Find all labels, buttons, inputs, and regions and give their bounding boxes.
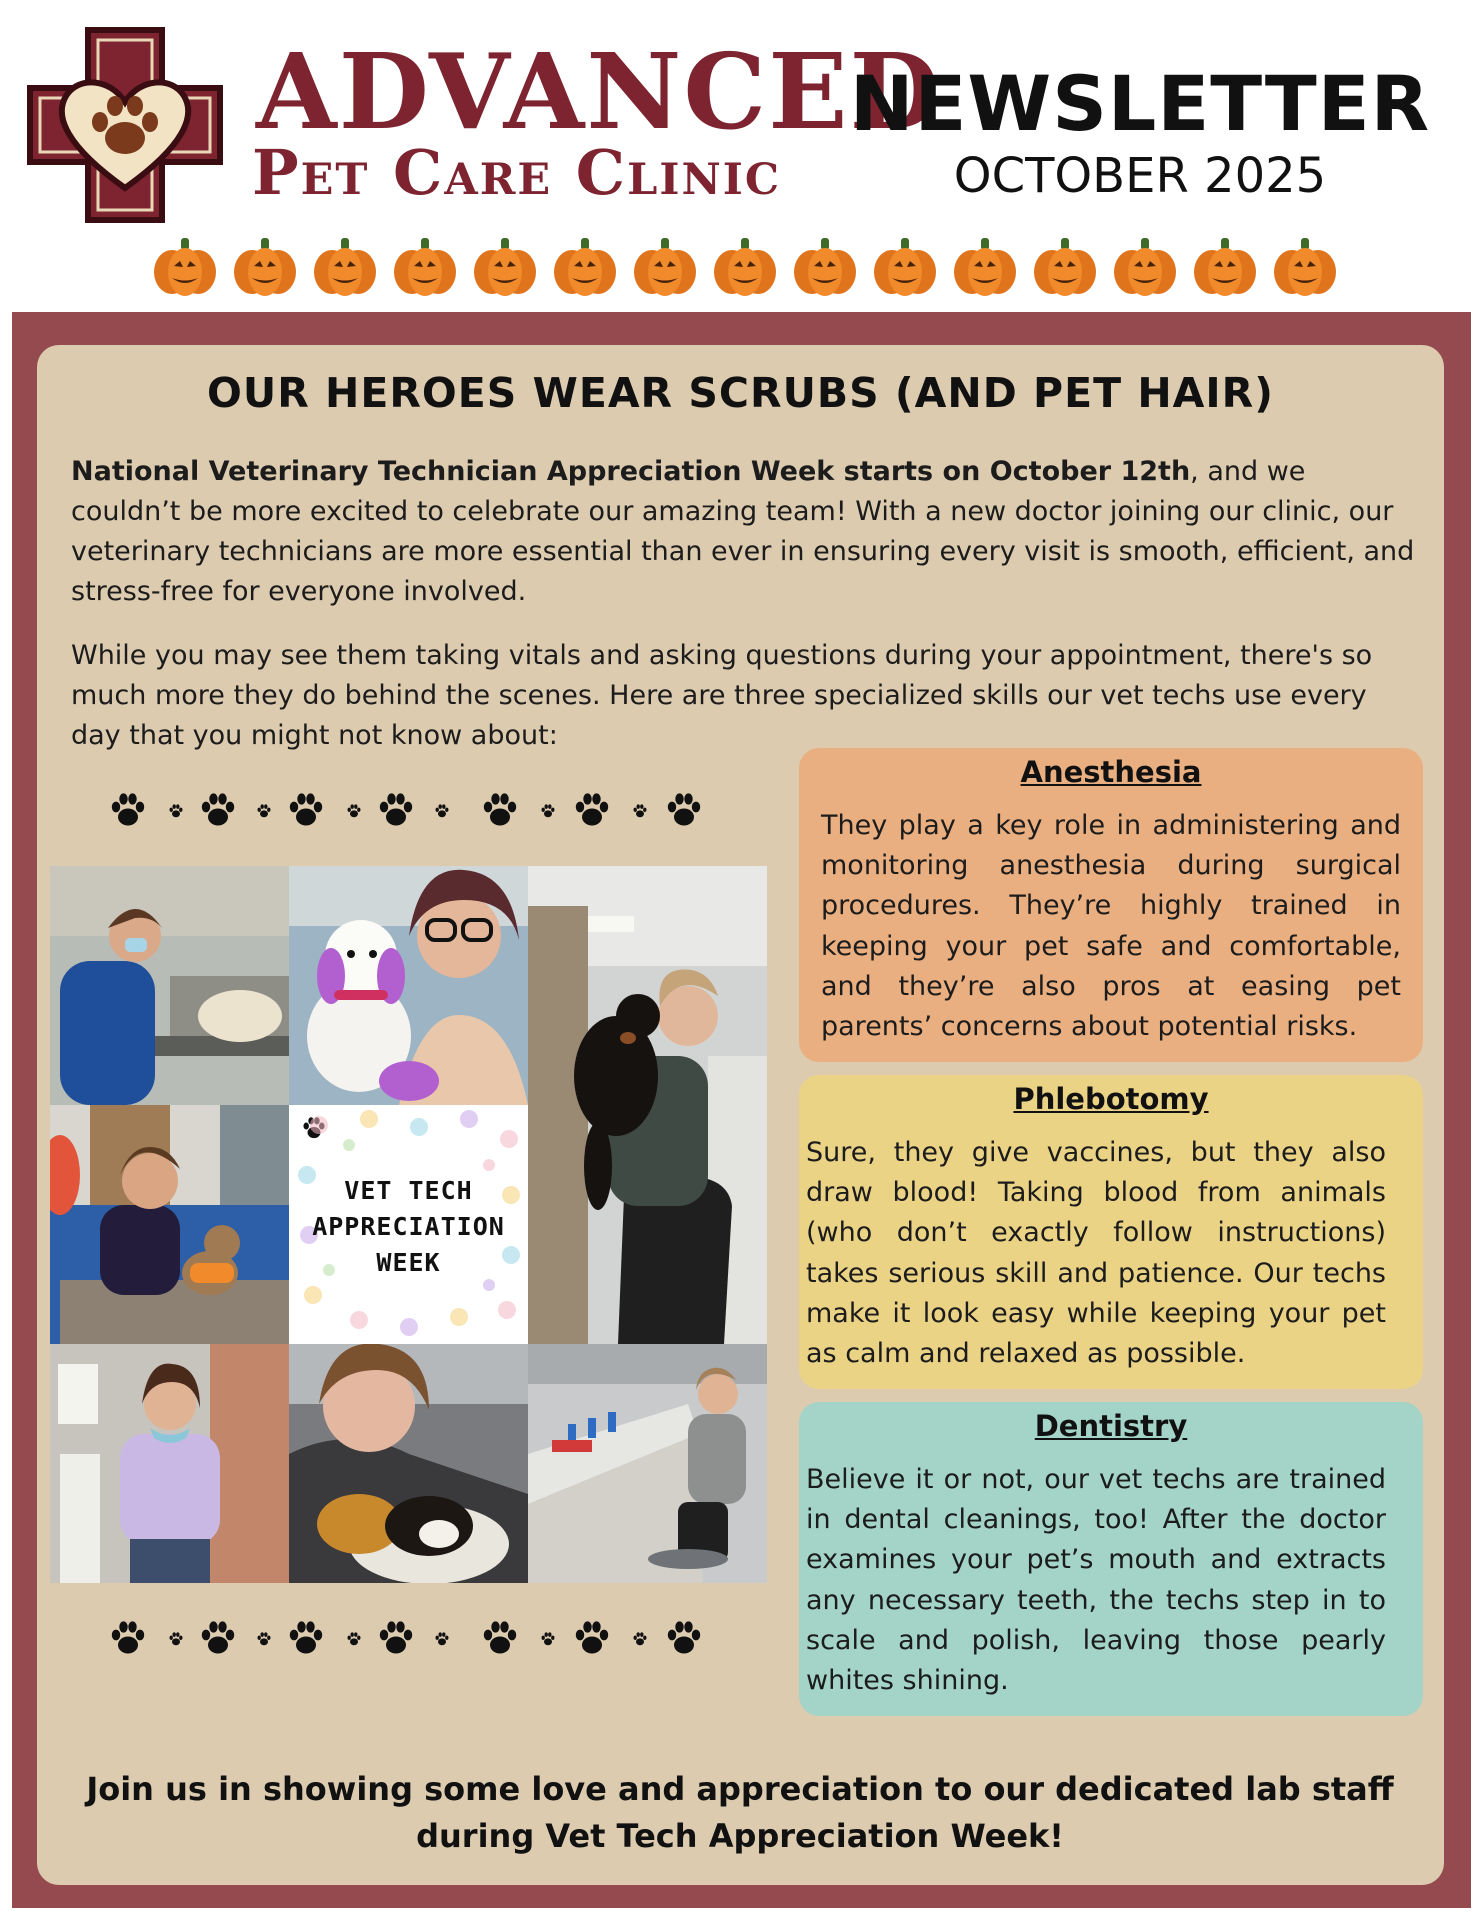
paw-divider-top [108,786,708,836]
closing-message: Join us in showing some love and appreciation to our dedicated lab staff during Vet Tech Appreciation Week! [86,1770,1394,1855]
photo-tech-exam-table [50,866,289,1105]
article-intro [71,452,1416,612]
vet-tech-photo-collage [50,866,767,1583]
vet-tech-week-label: VET TECH APPRECIATION WEEK [312,1176,505,1277]
photo-tech-holding-black-dog [528,866,767,1344]
article-title: OUR HEROES WEAR SCRUBS (AND PET HAIR) [207,369,1274,417]
pumpkin-icon [230,236,300,298]
pumpkin-icon [1190,236,1260,298]
skill-body-phlebotomy: Sure, they give vaccines, but they also draw blood! Taking blood from animals (who don’t exactly follow instructions) takes serious skill and patience. Our techs make it look easy while keeping your pet as calm and relaxed as possible. [806,1137,1386,1370]
pumpkin-icon [1270,236,1340,298]
skill-title-dentistry: Dentistry [1034,1409,1188,1443]
vet-tech-week-graphic [289,1105,528,1344]
pumpkin-icon [550,236,620,298]
pumpkin-icon [870,236,940,298]
photo-tech-white-dog [289,866,528,1105]
skill-card-anesthesia [799,748,1423,1062]
clinic-logo-icon [26,26,224,224]
brand-name-line1: ADVANCED [256,30,942,153]
pumpkin-icon [1030,236,1100,298]
article-paragraph-2: While you may see them taking vitals and asking questions during your appointment, there's so much more they do behind the scenes. Here are three specialized skills our vet techs use every day that you might not know about: [71,640,1373,751]
pumpkin-icon [710,236,780,298]
intro-bold-text: National Veterinary Technician Appreciation Week starts on October 12th [71,456,1191,487]
photo-tech-guinea-pigs [289,1344,528,1583]
photo-tech-lab-bench [528,1344,767,1583]
photo-tech-small-dog [50,1105,289,1344]
paw-divider-bottom [108,1614,708,1664]
skill-body-dentistry: Believe it or not, our vet techs are trained in dental cleanings, too! After the doctor examines your pet’s mouth and extracts any necessary teeth, the techs step in to scale and polish, leaving those pearly whites shining. [806,1464,1386,1697]
pumpkin-row [150,236,1340,302]
photo-tech-purple-shirt [50,1344,289,1583]
newsletter-date: OCTOBER 2025 [953,148,1327,204]
pumpkin-icon [390,236,460,298]
pumpkin-icon [630,236,700,298]
pumpkin-icon [470,236,540,298]
newsletter-title: NEWSLETTER [849,59,1431,148]
skill-title-phlebotomy: Phlebotomy [1013,1082,1209,1116]
pumpkin-icon [790,236,860,298]
skill-title-anesthesia: Anesthesia [1020,755,1202,789]
brand-name-line2: Pet Care Clinic [252,136,782,209]
skill-body-anesthesia: They play a key role in administering and monitoring anesthesia during surgical procedures. They’re highly trained in keeping your pet safe and comfortable, and they’re also pros at easing pet parents’ concerns about potential risks. [821,810,1401,1043]
pumpkin-icon [1110,236,1180,298]
pumpkin-icon [310,236,380,298]
skill-card-phlebotomy [799,1075,1423,1389]
skill-card-dentistry [799,1402,1423,1716]
pumpkin-icon [950,236,1020,298]
newsletter-header [0,0,1483,310]
intro-rest-text: , and we couldn’t be more excited to celebrate our amazing team! With a new doctor joining our clinic, our veterinary technicians are more essential than ever in ensuring every visit is smooth, efficient, and stress-free for everyone involved. [71,456,1415,607]
pumpkin-icon [150,236,220,298]
